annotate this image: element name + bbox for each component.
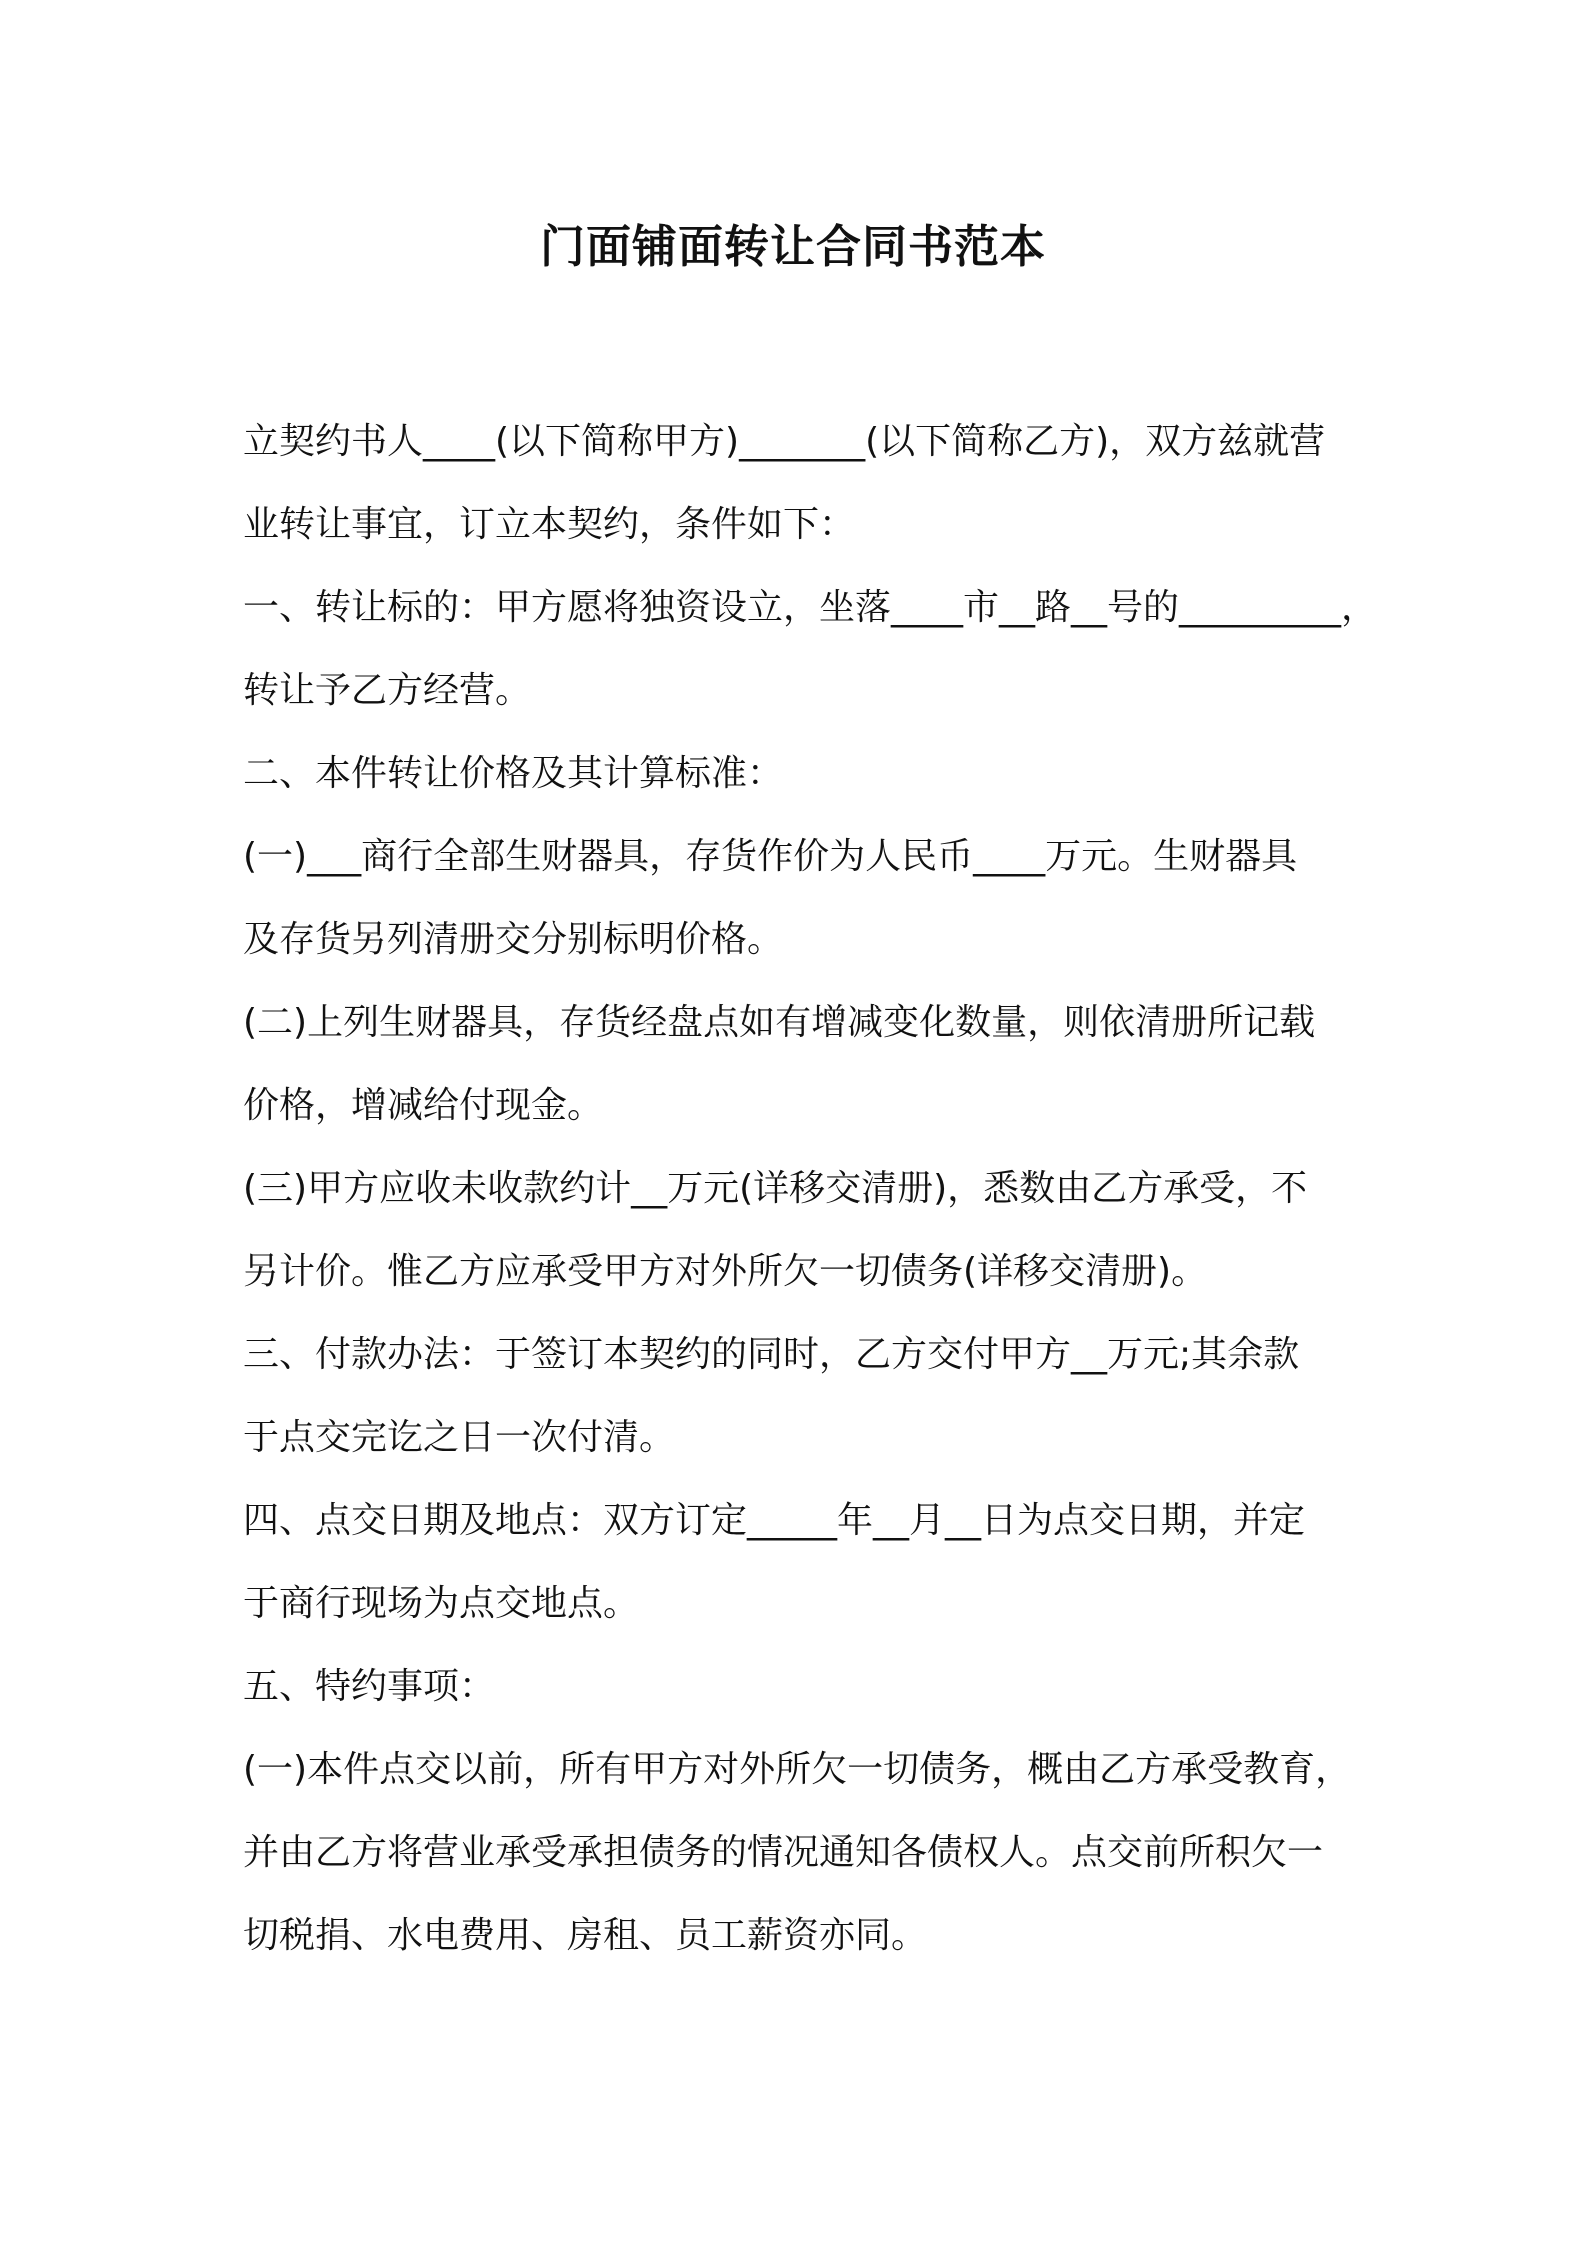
document-body	[243, 400, 1378, 1977]
text-line: 价格，增减给付现金。	[243, 1085, 604, 1126]
text-line: 二、本件转让价格及其计算标准：	[243, 753, 784, 794]
text-line: 一、转让标的：甲方愿将独资设立，坐落____市__路__号的_________，	[243, 587, 1378, 628]
text-line: 及存货另列清册交分别标明价格。	[243, 919, 784, 960]
text-line: (一)___商行全部生财器具，存货作价为人民币____万元。生财器具	[243, 836, 1298, 877]
text-line: 四、点交日期及地点：双方订定_____年__月__日为点交日期，并定	[243, 1500, 1306, 1541]
text-line: 转让予乙方经营。	[243, 670, 532, 711]
text-line: 三、付款办法：于签订本契约的同时，乙方交付甲方__万元;其余款	[243, 1334, 1300, 1375]
text-line: 于点交完讫之日一次付清。	[243, 1417, 676, 1458]
text-line: 业转让事宜，订立本契约，条件如下：	[243, 504, 856, 545]
text-line: 立契约书人____(以下简称甲方)_______(以下简称乙方)，双方兹就营	[243, 421, 1326, 462]
text-line: 切税捐、水电费用、房租、员工薪资亦同。	[243, 1915, 928, 1956]
text-line: (三)甲方应收未收款约计__万元(详移交清册)，悉数由乙方承受，不	[243, 1168, 1308, 1209]
text-line: (二)上列生财器具，存货经盘点如有增减变化数量，则依清册所记载	[243, 1002, 1316, 1043]
text-line: (一)本件点交以前，所有甲方对外所欠一切债务，概由乙方承受教育，	[243, 1749, 1352, 1790]
text-line: 并由乙方将营业承受承担债务的情况通知各债权人。点交前所积欠一	[243, 1832, 1324, 1873]
text-line: 于商行现场为点交地点。	[243, 1583, 640, 1624]
document-title: 门面铺面转让合同书范本	[539, 220, 1046, 273]
text-line: 五、特约事项：	[243, 1666, 496, 1707]
text-line: 另计价。惟乙方应承受甲方对外所欠一切债务(详移交清册)。	[243, 1251, 1208, 1292]
